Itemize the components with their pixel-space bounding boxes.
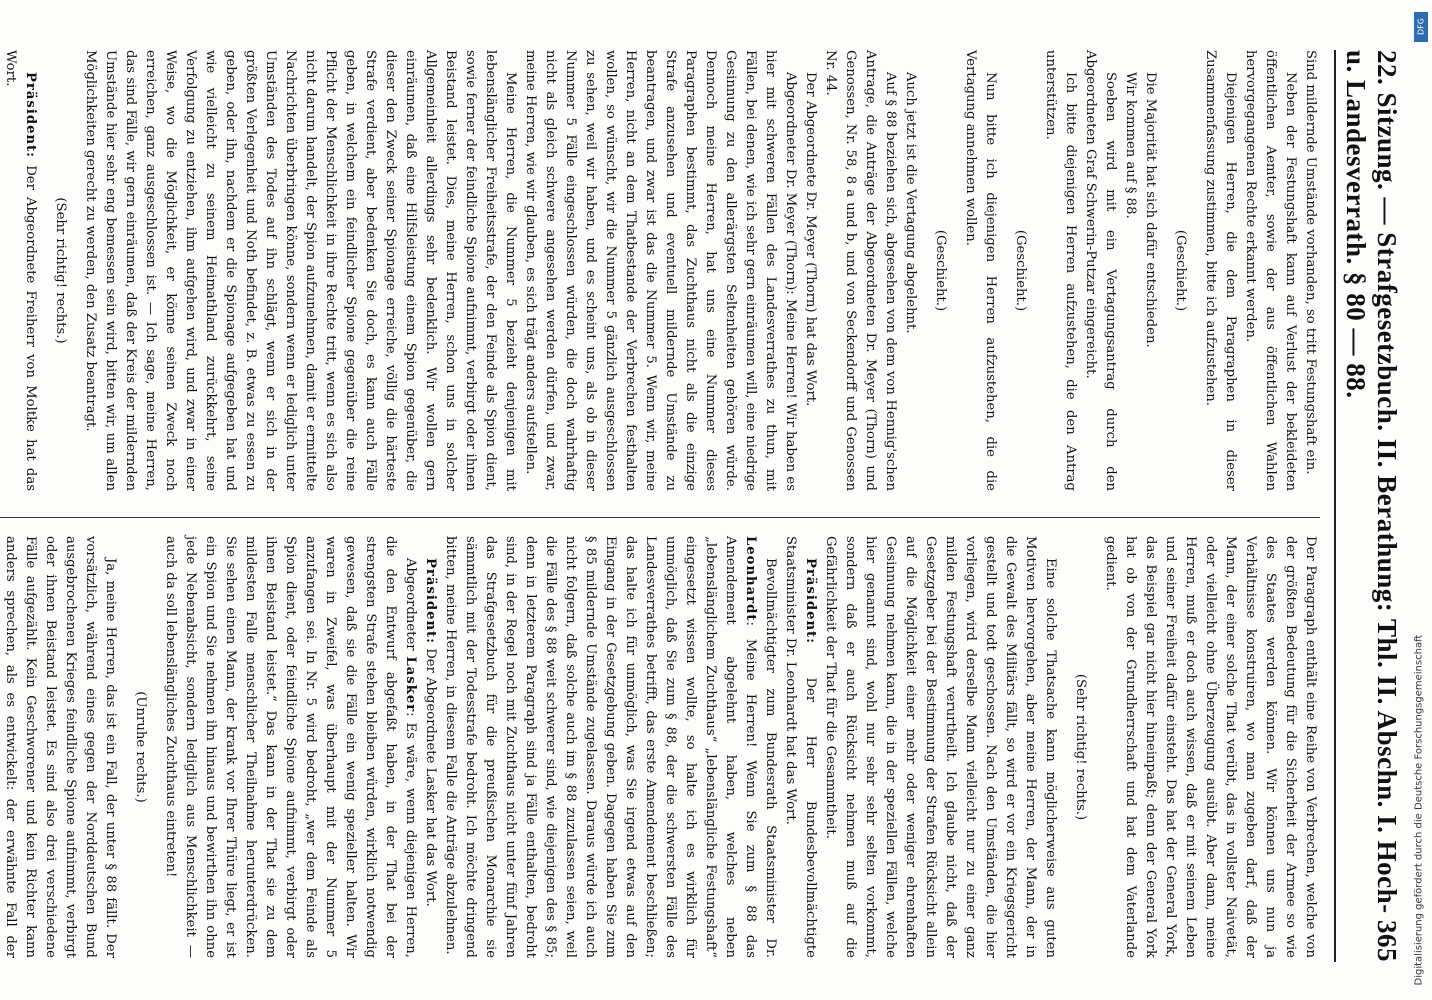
paragraph: Auf § 88 beziehen sich, abgesehen von dem von Hennig'schen Antrage, die Anträge der Abgeordneten Dr. Meyer (Thorn) und Genossen, Nr. 58, 8 a und b, und von Seckendorff und Genossen Nr. 44. (823, 50, 898, 491)
paragraph: (Geschieht.) (933, 229, 948, 312)
paragraph: Abgeordneter Dr. Meyer (Thorn): Meine Herren! Wir haben es hier mit schweren Fällen des Landesverrathes zu thun, mit Fällen, bei denen, wie ich sehr gern einräumen will, eine niedrige Gesinnung zu den allerärgsten Seltenheiten gehören würde. Dennoch meine Herren, hat uns eine Nummer dieses Paragraphen bestimmt, das Zuchthaus nicht als die einzige Strafe anzusehen und eventuell mildernde Umstände zu beantragen, und zwar ist das die Nummer 5. Wenn wir, meine Herren, nicht an dem Thatbestande der Verbrechen festhalten wollen, so wünscht, wir die Nummer 5 gänzlich ausgeschlossen zu sehen, weil wir haben, und es scheint uns, als ob in dieser Nummer 5 Fälle eingeschlossen würden, die doch wahrhaftig nicht als gleich schwere angesehen werden dürfen, und zwar, meine Herren, wie wir glauben, es sich trägt anders aufstellen. (523, 50, 798, 491)
paragraph: Die Majorität hat sich dafür entschieden. (1143, 72, 1158, 348)
page-number: 365 (1372, 920, 1402, 962)
dfg-logo: DFG (1414, 12, 1428, 42)
paragraph: (Sehr richtig! rechts.) (53, 197, 68, 344)
document-page (0, 10, 1416, 990)
running-header (1334, 50, 1402, 962)
header-title: 22. Sitzung. — Strafgesetzbuch. II. Berathung: Thl. II. Abschn. I. Hoch- u. Landesverrath. § 80 — 88. (1341, 50, 1402, 914)
paragraph: Ja, meine Herren, das ist ein Fall, der unter § 88 fällt. Der vorsätzlich, während eines gegen der Norddeutschen Bund ausgebrochenen Krieges feindliche Spione aufnimmt, verbirgt oder ihnen Beistand leistet. Es sind also drei verschiedene Fälle aufgezählt. Kein Geschworener und kein Richter kann anders sprechen, als es entwickelt: der erwähnte Fall der (3, 536, 118, 958)
paragraph: (Geschieht.) (1173, 229, 1188, 312)
speaker-name: Präsident: (23, 72, 38, 159)
paragraph: Präsident: Der Abgeordnete Freiherr von Moltke hat das Wort. (3, 50, 38, 491)
right-column (0, 517, 1320, 962)
speaker-name: Präsident: (803, 558, 818, 645)
paragraph: Abgeordneter Lasker: Es wäre, wenn diejenigen Herren, die den Entwurf abgefaßt haben, in der That bei der strengsten Strafe stehen bleiben würden, wirklich notwendig gewesen, daß sie die Fälle ein wenig spezieller halten. Wir waren in Zweifel, was überhaupt mit der Nummer 5 anzufangen sei. In Nr. 5 wird bedroht, „wer dem Feinde als Spion dient, oder feindliche Spione aufnimmt, verbirgt oder ihnen Beistand leistet.“ Das kann in der That sie zu dem mildesten Falle menschlicher Theilnahme herunterdrücken. Sie sehen einen Mann, der krank vor Ihrer Thüre liegt, er ist ein Spion und Sie nehmen ihn hinaus und bewirthen ihn ohne jede Nebenabsicht, sondern lediglich aus Menschlichkeit — auch da soll lebenslängliches Zuchthaus eintreten! (163, 536, 418, 958)
paragraph: Neben der Festungshaft kann auf Verlust der bekleideten öffentlichen Aemter, sowie der aus öffentlichen Wahlen hervorgegangenen Rechte erkannt werden. (1243, 50, 1298, 491)
paragraph: Präsident: Der Abgeordnete Lasker hat das Wort. (423, 558, 438, 907)
speaker-name: Lasker (403, 656, 418, 713)
paragraph: Soeben wird mit ein Vertagungsantrag durch den Abgeordneten Graf Schwerin-Putzar eingereicht. (1083, 50, 1118, 491)
left-column (0, 50, 1320, 495)
paragraph: Ich bitte diejenigen Herren aufzustehen, die den Antrag unterstützen. (1043, 50, 1078, 491)
digitization-note (1409, 20, 1427, 986)
digitization-text: Digitalisierung gefördert durch die Deutsche Forschungsgemeinschaft (1413, 634, 1425, 986)
speaker-name: Leonhardt (743, 536, 758, 622)
speaker-name: Präsident: (423, 558, 438, 645)
paragraph: Sind mildernde Umstände vorhanden, so tritt Festungshaft ein. (1303, 50, 1318, 475)
paragraph: Eine solche Thatsache kann möglicherweise aus guten Motiven hervorgehen, aber meine Herren, der Mann, der in die Gewalt des Militärs fällt, so wird er vor ein Kriegsgericht gestellt und todt geschossen. Nach den Umständen, die hier vorliegen, wird derselbe Mann vielleicht nur zu einer ganz milden Festungshaft verurtheilt. Ich glaube nicht, daß der Gesetzgeber bei der Bestimmung der Strafen Rücksicht allein auf die Möglichkeit einer mehr oder weniger ehrenhaften Gesinnung nehmen kann, die in der speziellen Fällen, welche hier genannt sind, wohl nur sehr sehr selten vorkommt, sondern daß er auch Rücksicht nehmen muß auf die Gefährlichkeit der That für die Gesammtheit. (823, 536, 1058, 958)
paragraph: Auch jetzt ist die Vertagung abgelehnt. (903, 72, 918, 334)
paragraph: Nun bitte ich diejenigen Herren aufzustehen, die die Vertagung annehmen wollen. (963, 50, 998, 491)
paragraph: Präsident: Der Herr Bundesbevollmächtigte Staatsminister Dr. Leonhardt hat das Wort. (783, 536, 818, 958)
paragraph: Bevollmächtigter zum Bundesrath Staatsminister Dr. Leonhardt: Meine Herren! Wenn Sie zum § 88 das Amendement abgelehnt haben, welches neben „lebenslänglichem Zuchthaus“ „lebenslängliche Festungshaft“ eingesetzt wissen wollte, so halte ich es wirklich für unmöglich, daß Sie zum § 88, der die schwersten Fälle des Landesverrathes betrifft, das erste Amendement beschließen; das halte ich für unmöglich, was Sie irgend etwas auf den Eingang in der Gesetzgebung geben. Dagegen haben Sie zum § 85 mildernde Umstände zugelassen. Daraus würde ich auch nicht folgern, daß solche auch im § 88 zuzulassen seien, weil die Fälle des § 88 weit schwerer sind, wie diejenigen des § 85; denn in letzterem Paragraph sind ja Fälle enthalten, bedroht sind, in der Regel noch mit Zuchthaus nicht unter fünf Jahren das Strafgesetzbuch für die preußischen Monarchie sie sämmtlich mit der Todesstrafe bedroht. Ich möchte dringend bitten, meine Herren, in diesem Falle die Anträge abzulehnen. (443, 536, 778, 958)
paragraph: Diejenigen Herren, die dem Paragraphen in dieser Zusammenfassung zustimmen, bitte ich aufzustehen. (1203, 50, 1238, 491)
paragraph: (Geschieht.) (1013, 229, 1028, 312)
paragraph: Meine Herren, die Nummer 5 bezieht denjenigen mit lebenslänglicher Freiheitsstrafe, der den Feinde als Spion dient, sowie ferner der feindliche Spione aufnimmt, verbirgt oder ihnen Beistand leistet. Dies, meine Herren, schon uns in solcher Allgemeinheit allerdings sehr bedenklich. Wir wollen gern einräumen, daß eine Hilfsleistung einem Spion gegenüber, die dieser den Zweck seiner Spionage erreiche, völlig die härteste Strafe verdient, aber bedenken Sie doch, es kann auch Fälle geben, in welchem ein feindlicher Spione gegenüber die reine Pflicht der Menschlichkeit in ihre Rechte tritt, wenn es sich also nicht darum handelt, der Spion aufzunehmen, damit er ermittelte Nachrichten überbringen könne, sondern wenn er lediglich unter Umständen des Todes auf ihn schlägt, wenn er sich in der größten Verlegenheit und Noth befindet, z. B. etwas zu essen zu geben, oder ihn, nachdem er die Spionage aufgegeben hat und wie vielleicht zu seinem Heimathland zurückkehrt, seine Verfolgung zu entziehen, ihm aufgehen wird, und zwar in einer Weise, wo die Möglichkeit, er könne seinen Zweck noch erreichen, ganz ausgeschlossen ist. — Ich sage, meine Herren, das sind Fälle, wir gern einräumen, daß der Kreis der mildernden Umstände hier sehr eng bemessen sein wird, bitten wir, um allen Möglichkeiten gerecht zu werden, den Zusatz beantragt. (83, 50, 518, 491)
paragraph: Der Abgeordnete Dr. Meyer (Thorn) hat das Wort. (803, 72, 818, 407)
paragraph: (Sehr richtig! rechts.) (1073, 673, 1088, 821)
paragraph: (Unruhe rechts.) (133, 691, 148, 803)
text-columns (3, 50, 1320, 962)
paragraph: Wir kommen auf § 88. (1123, 72, 1138, 219)
paragraph: Der Paragraph enthält eine Reihe von Verbrechen, welche von der größten Bedeutung für die Sicherheit der Armee so wie des Staates werden können. Wir können uns nun ja Verhältnisse konstruiren, wo man zugeben darf, daß der Mann, der einer solche That verübt, das in vollster Naivetät, oder vielleicht ohne Überzeugung ausübt. Aber dann, meine Herren, muß er doch auch wissen, daß er mit seinem Leben und seiner Freiheit dafür einsteht. Das hat der General York, das Beispiel gar nicht hier hineinpaßt; denn der General York hat ob von der Grundherrschaft und hat dem Vaterlande gedient. (1103, 536, 1318, 958)
